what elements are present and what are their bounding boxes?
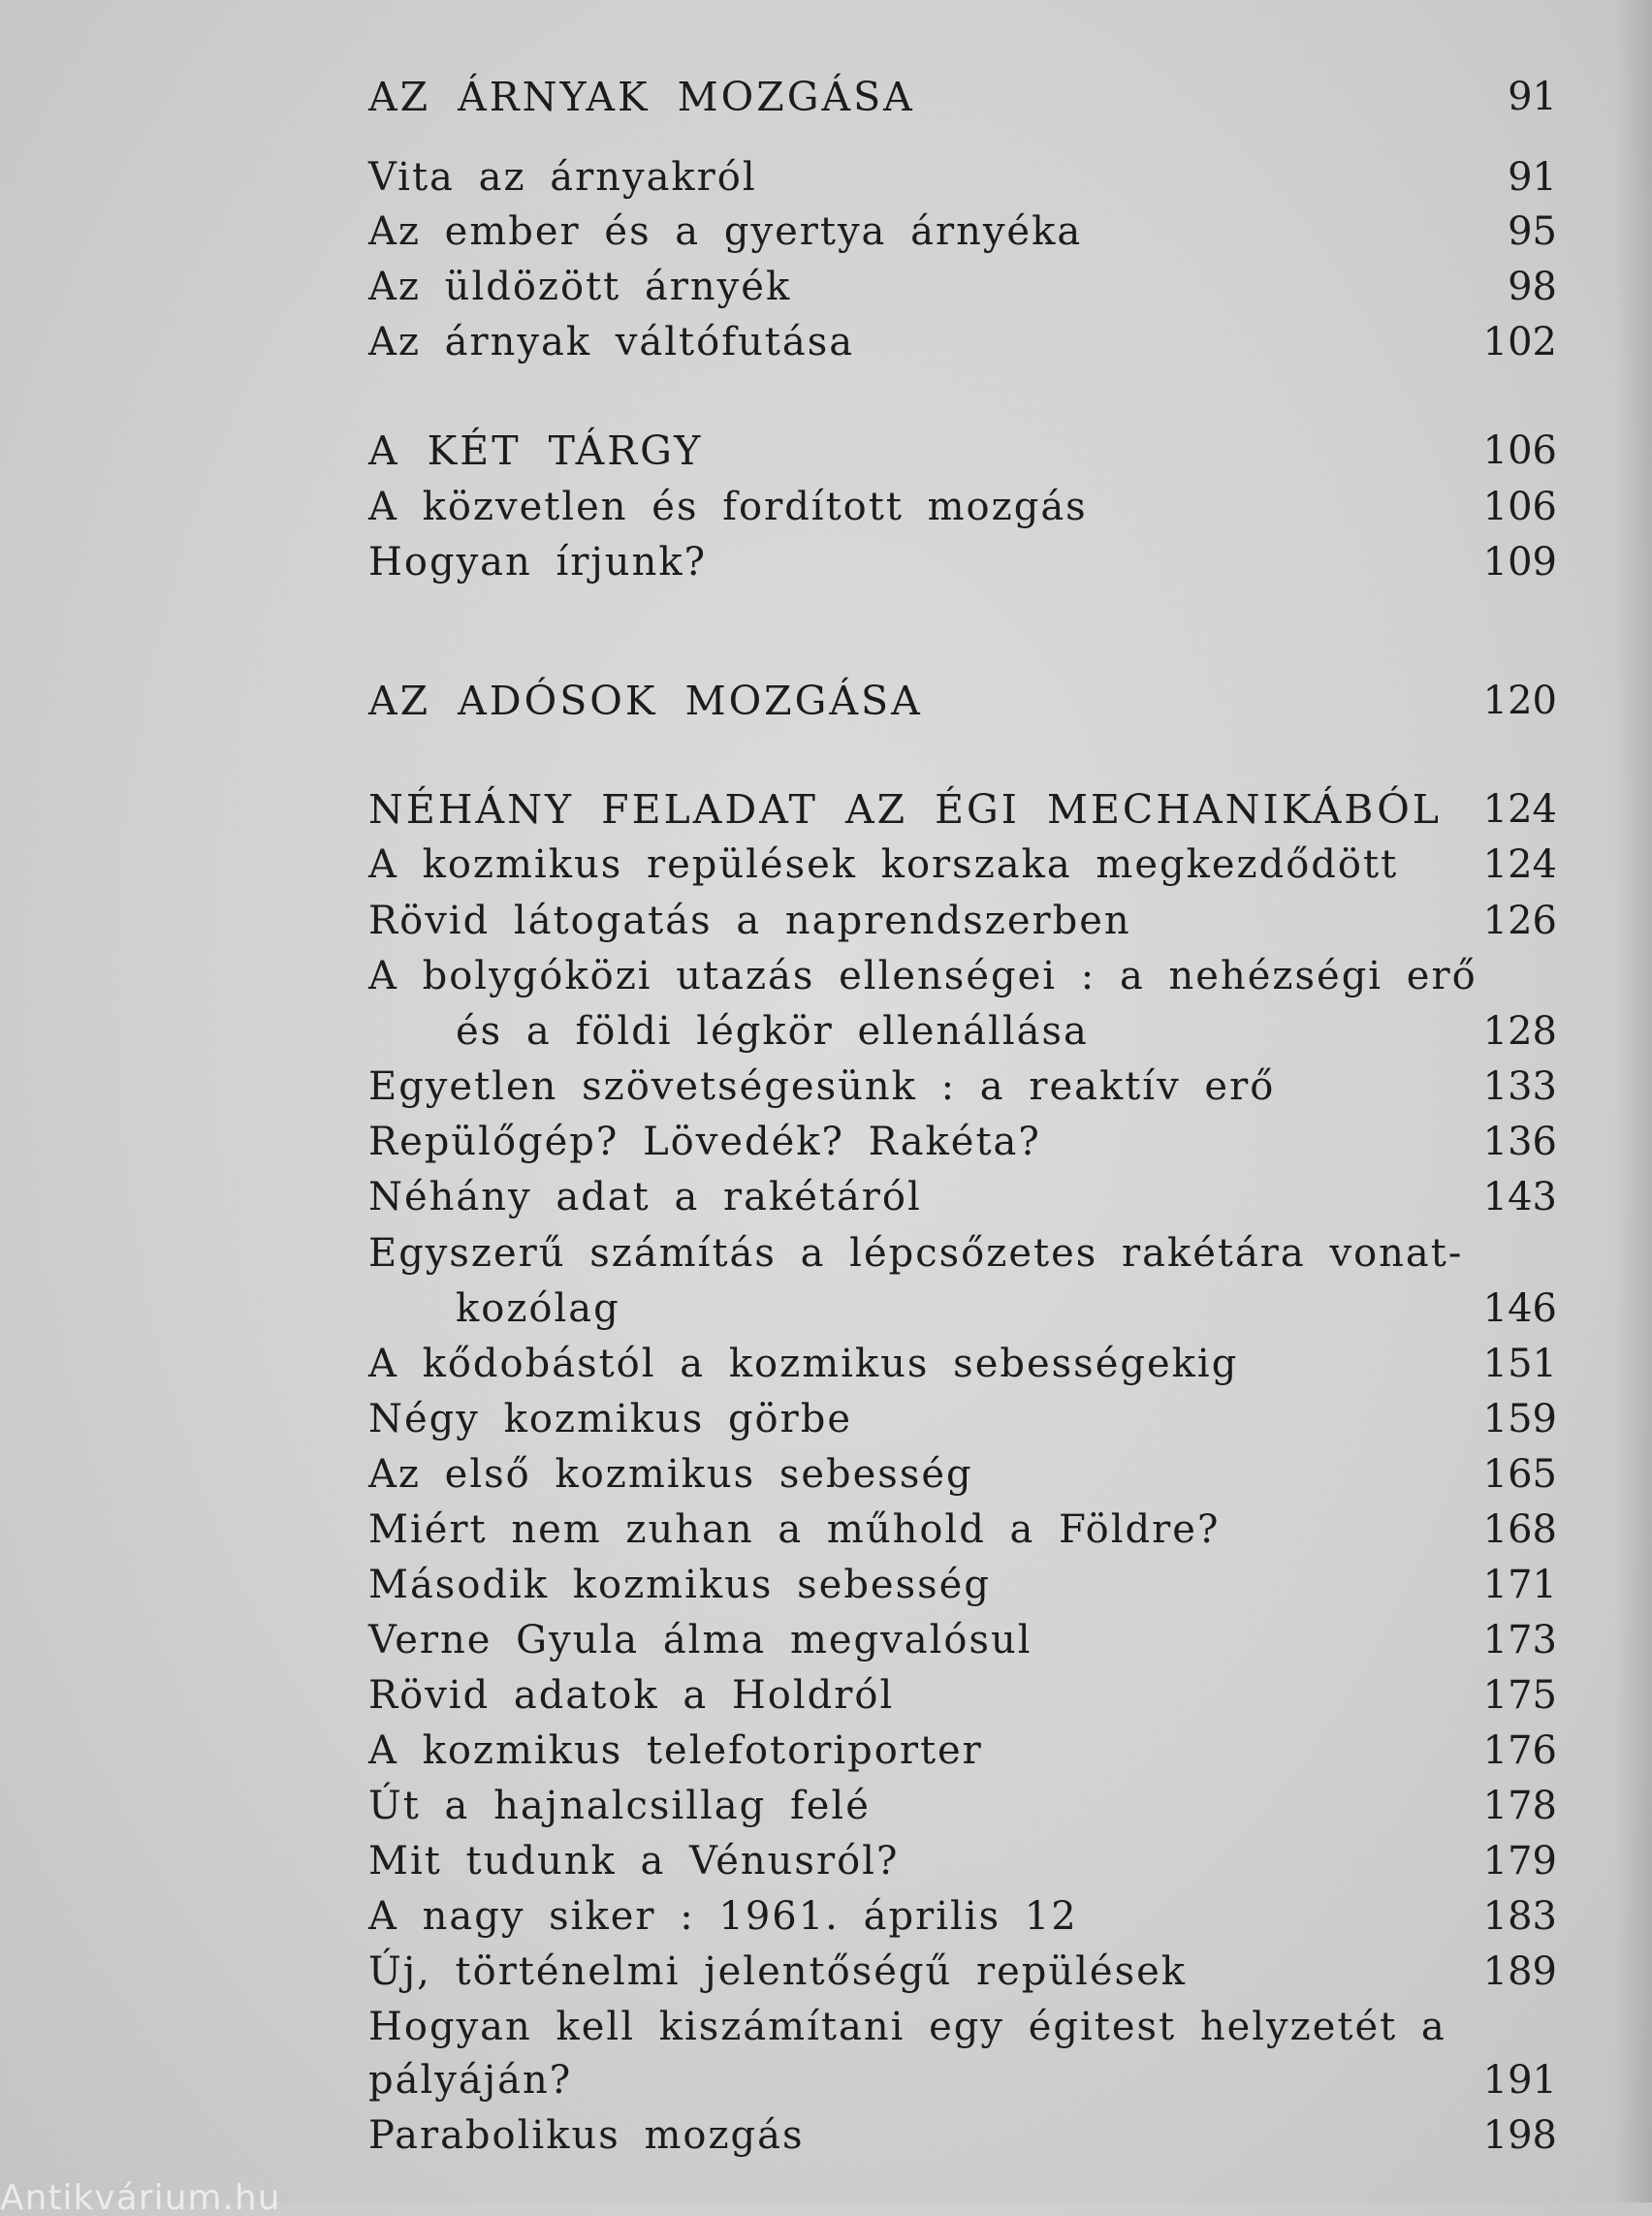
toc-entry — [0, 1113, 1652, 1171]
toc-entry — [0, 1556, 1652, 1614]
toc-title: Parabolikus mozgás — [368, 2113, 805, 2158]
toc-title: Vita az árnyakról — [368, 155, 757, 200]
toc-entry — [0, 1390, 1652, 1448]
toc-page-number: 106 — [1482, 485, 1557, 529]
page-edge-shadow — [1613, 0, 1652, 2202]
toc-page-number: 143 — [1482, 1175, 1557, 1219]
toc-page-number: 171 — [1482, 1563, 1557, 1607]
toc-entry — [0, 1335, 1652, 1393]
toc-title: Néhány adat a rakétáról — [368, 1175, 922, 1219]
toc-page-number: 120 — [1482, 679, 1557, 723]
toc-page-number: 189 — [1482, 1949, 1557, 1994]
watermark: Antikvárium.hu — [0, 2181, 281, 2216]
toc-page-number: 124 — [1482, 842, 1557, 887]
toc-page-number: 168 — [1482, 1507, 1557, 1552]
toc-title: A kődobástól a kozmikus sebességekig — [368, 1342, 1239, 1386]
toc-page-number: 126 — [1482, 899, 1557, 943]
toc-title: és a földi légkör ellenállása — [456, 1009, 1089, 1054]
toc-title: A kozmikus repülések korszaka megkezdődött — [368, 842, 1399, 887]
toc-title: Négy kozmikus görbe — [368, 1397, 853, 1441]
toc-title: Hogyan kell kiszámítani egy égitest helyzetét a — [368, 2005, 1446, 2049]
toc-heading — [0, 422, 1652, 480]
toc-page-number: 124 — [1482, 787, 1557, 832]
toc-title: Az ember és a gyertya árnyéka — [368, 209, 1083, 254]
toc-entry — [0, 1445, 1652, 1504]
toc-title: Rövid látogatás a naprendszerben — [368, 899, 1131, 943]
toc-page-number: 95 — [1508, 209, 1557, 254]
toc-heading — [0, 672, 1652, 730]
toc-entry — [0, 2106, 1652, 2165]
toc-title: AZ ADÓSOK MOZGÁSA — [368, 678, 923, 724]
toc-page-number: 179 — [1482, 1839, 1557, 1884]
toc-page-number: 91 — [1508, 75, 1557, 119]
toc-title: A KÉT TÁRGY — [368, 427, 704, 474]
toc-page-number: 191 — [1482, 2058, 1557, 2103]
toc-title: Második kozmikus sebesség — [368, 1563, 991, 1607]
toc-title: Az üldözött árnyék — [368, 265, 792, 309]
toc-title: Új, történelmi jelentőségű repülések — [368, 1949, 1188, 1994]
toc-page-number: 175 — [1482, 1673, 1557, 1718]
toc-entry-continuation — [0, 1280, 1652, 1338]
toc-title: Az első kozmikus sebesség — [368, 1452, 973, 1497]
toc-title: Út a hajnalcsillag felé — [368, 1784, 871, 1828]
toc-title: A nagy siker : 1961. április 12 — [368, 1894, 1078, 1939]
toc-title: Mit tudunk a Vénusról? — [368, 1839, 900, 1884]
toc-entry — [0, 1943, 1652, 2001]
toc-page-number: 183 — [1482, 1894, 1557, 1939]
toc-title: Miért nem zuhan a műhold a Földre? — [368, 1507, 1221, 1552]
toc-page-number: 102 — [1482, 320, 1557, 364]
toc-entry — [0, 1887, 1652, 1946]
toc-title: A közvetlen és fordított mozgás — [368, 485, 1088, 529]
toc-title: NÉHÁNY FELADAT AZ ÉGI MECHANIKÁBÓL — [368, 786, 1443, 833]
toc-page-number: 128 — [1482, 1009, 1557, 1054]
toc-entry-continuation — [0, 1002, 1652, 1061]
toc-page-number: 109 — [1482, 540, 1557, 585]
toc-title: Egyetlen szövetségesünk : a reaktív erő — [368, 1064, 1276, 1109]
toc-entry — [0, 1777, 1652, 1835]
toc-entry — [0, 1998, 1652, 2056]
toc-title: pályáján? — [368, 2058, 573, 2103]
toc-page-number: 98 — [1508, 265, 1557, 309]
toc-entry — [0, 478, 1652, 536]
toc-entry — [0, 148, 1652, 206]
toc-entry — [0, 1168, 1652, 1226]
toc-entry — [0, 947, 1652, 1005]
toc-title: A bolygóközi utazás ellenségei : a nehézségi erő — [368, 954, 1477, 998]
toc-heading — [0, 780, 1652, 839]
toc-page-number: 165 — [1482, 1452, 1557, 1497]
toc-entry — [0, 1722, 1652, 1780]
toc-title: kozólag — [456, 1286, 620, 1331]
toc-title: A kozmikus telefotoriporter — [368, 1728, 983, 1773]
toc-entry-continuation — [0, 2051, 1652, 2109]
toc-entry — [0, 1058, 1652, 1116]
toc-title: Az árnyak váltófutása — [368, 320, 855, 364]
toc-entry — [0, 203, 1652, 261]
toc-entry — [0, 1832, 1652, 1890]
toc-entry — [0, 1501, 1652, 1559]
toc-page-number: 91 — [1508, 155, 1557, 200]
toc-entry — [0, 892, 1652, 950]
toc-page-number: 159 — [1482, 1397, 1557, 1441]
toc-title: Hogyan írjunk? — [368, 540, 708, 585]
toc-entry — [0, 258, 1652, 316]
toc-entry — [0, 1611, 1652, 1669]
toc-title: Repülőgép? Lövedék? Rakéta? — [368, 1120, 1041, 1164]
toc-page-number: 176 — [1482, 1728, 1557, 1773]
toc-entry — [0, 1224, 1652, 1282]
toc-page-number: 151 — [1482, 1342, 1557, 1386]
toc-page-number: 178 — [1482, 1784, 1557, 1828]
toc-title: Verne Gyula álma megvalósul — [368, 1618, 1032, 1662]
toc-page-number: 146 — [1482, 1286, 1557, 1331]
toc-page-number: 198 — [1482, 2113, 1557, 2158]
toc-entry — [0, 313, 1652, 371]
toc-entry — [0, 533, 1652, 591]
toc-heading — [0, 68, 1652, 126]
toc-page-number: 173 — [1482, 1618, 1557, 1662]
toc-title: AZ ÁRNYAK MOZGÁSA — [368, 74, 915, 120]
toc-title: Rövid adatok a Holdról — [368, 1673, 895, 1718]
toc-title: Egyszerű számítás a lépcsőzetes rakétára vonat- — [368, 1231, 1464, 1276]
toc-page-number: 133 — [1482, 1064, 1557, 1109]
toc-page-number: 106 — [1482, 428, 1557, 473]
toc-page-number: 136 — [1482, 1120, 1557, 1164]
toc-entry — [0, 836, 1652, 894]
toc-entry — [0, 1666, 1652, 1725]
